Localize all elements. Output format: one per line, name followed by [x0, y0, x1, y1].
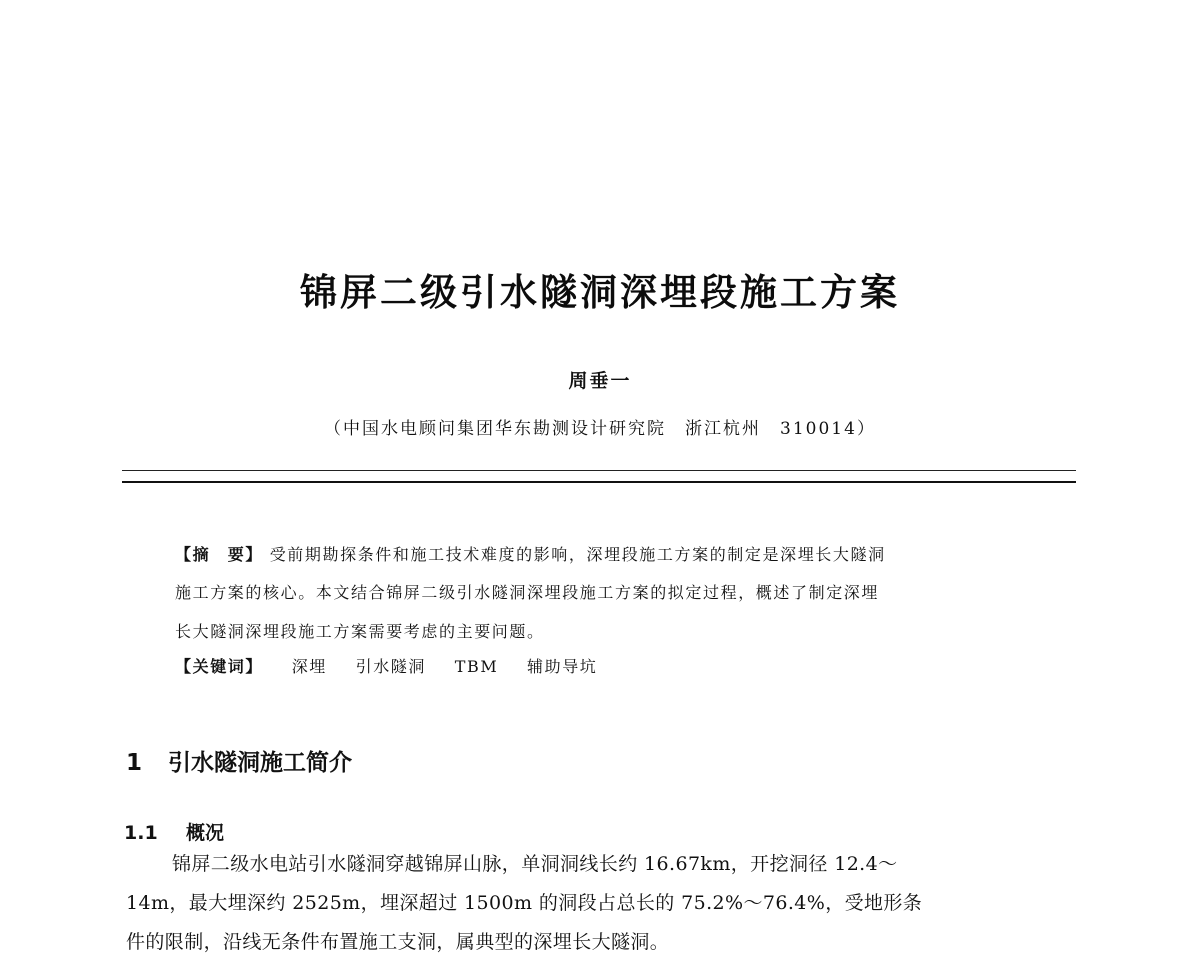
- author-name: 周垂一: [568, 370, 632, 392]
- abstract-label: 【摘 要】: [175, 545, 264, 564]
- subsection-number: 1.1: [124, 822, 158, 844]
- paragraph-line-1: 锦屏二级水电站引水隧洞穿越锦屏山脉，单洞洞线长约 16.67km，开挖洞径 12.4～: [172, 853, 898, 875]
- keywords-line: [175, 654, 597, 677]
- keyword-item: 引水隧洞: [355, 657, 426, 676]
- header-rule-thin: [122, 470, 1076, 471]
- keyword-item: 深埋: [291, 657, 327, 676]
- section-number: 1: [126, 750, 143, 776]
- paper-title: 锦屏二级引水隧洞深埋段施工方案: [300, 271, 900, 314]
- paragraph-line-2: 14m，最大埋深约 2525m，埋深超过 1500m 的洞段占总长的 75.2%～76.4%，受地形条: [126, 892, 923, 914]
- keyword-item: 辅助导坑: [527, 657, 598, 676]
- keywords-label: 【关键词】: [175, 657, 264, 676]
- abstract-line-1: [175, 542, 886, 565]
- abstract-text: 受前期勘探条件和施工技术难度的影响，深埋段施工方案的制定是深埋长大隧洞: [269, 545, 886, 564]
- header-rule-thick: [122, 481, 1076, 483]
- subsection-title: 概况: [186, 822, 225, 844]
- keyword-item: TBM: [454, 657, 499, 676]
- section-heading-1-1: [124, 818, 224, 845]
- section-heading-1: [126, 744, 352, 777]
- author-affiliation: （中国水电顾问集团华东勘测设计研究院 浙江杭州 310014）: [324, 419, 876, 439]
- abstract-line-2: 施工方案的核心。本文结合锦屏二级引水隧洞深埋段施工方案的拟定过程，概述了制定深埋: [175, 583, 880, 602]
- abstract-line-3: 长大隧洞深埋段施工方案需要考虑的主要问题。: [175, 622, 545, 641]
- paragraph-line-3: 件的限制，沿线无条件布置施工支洞，属典型的深埋长大隧洞。: [126, 931, 670, 953]
- section-title: 引水隧洞施工简介: [168, 750, 352, 776]
